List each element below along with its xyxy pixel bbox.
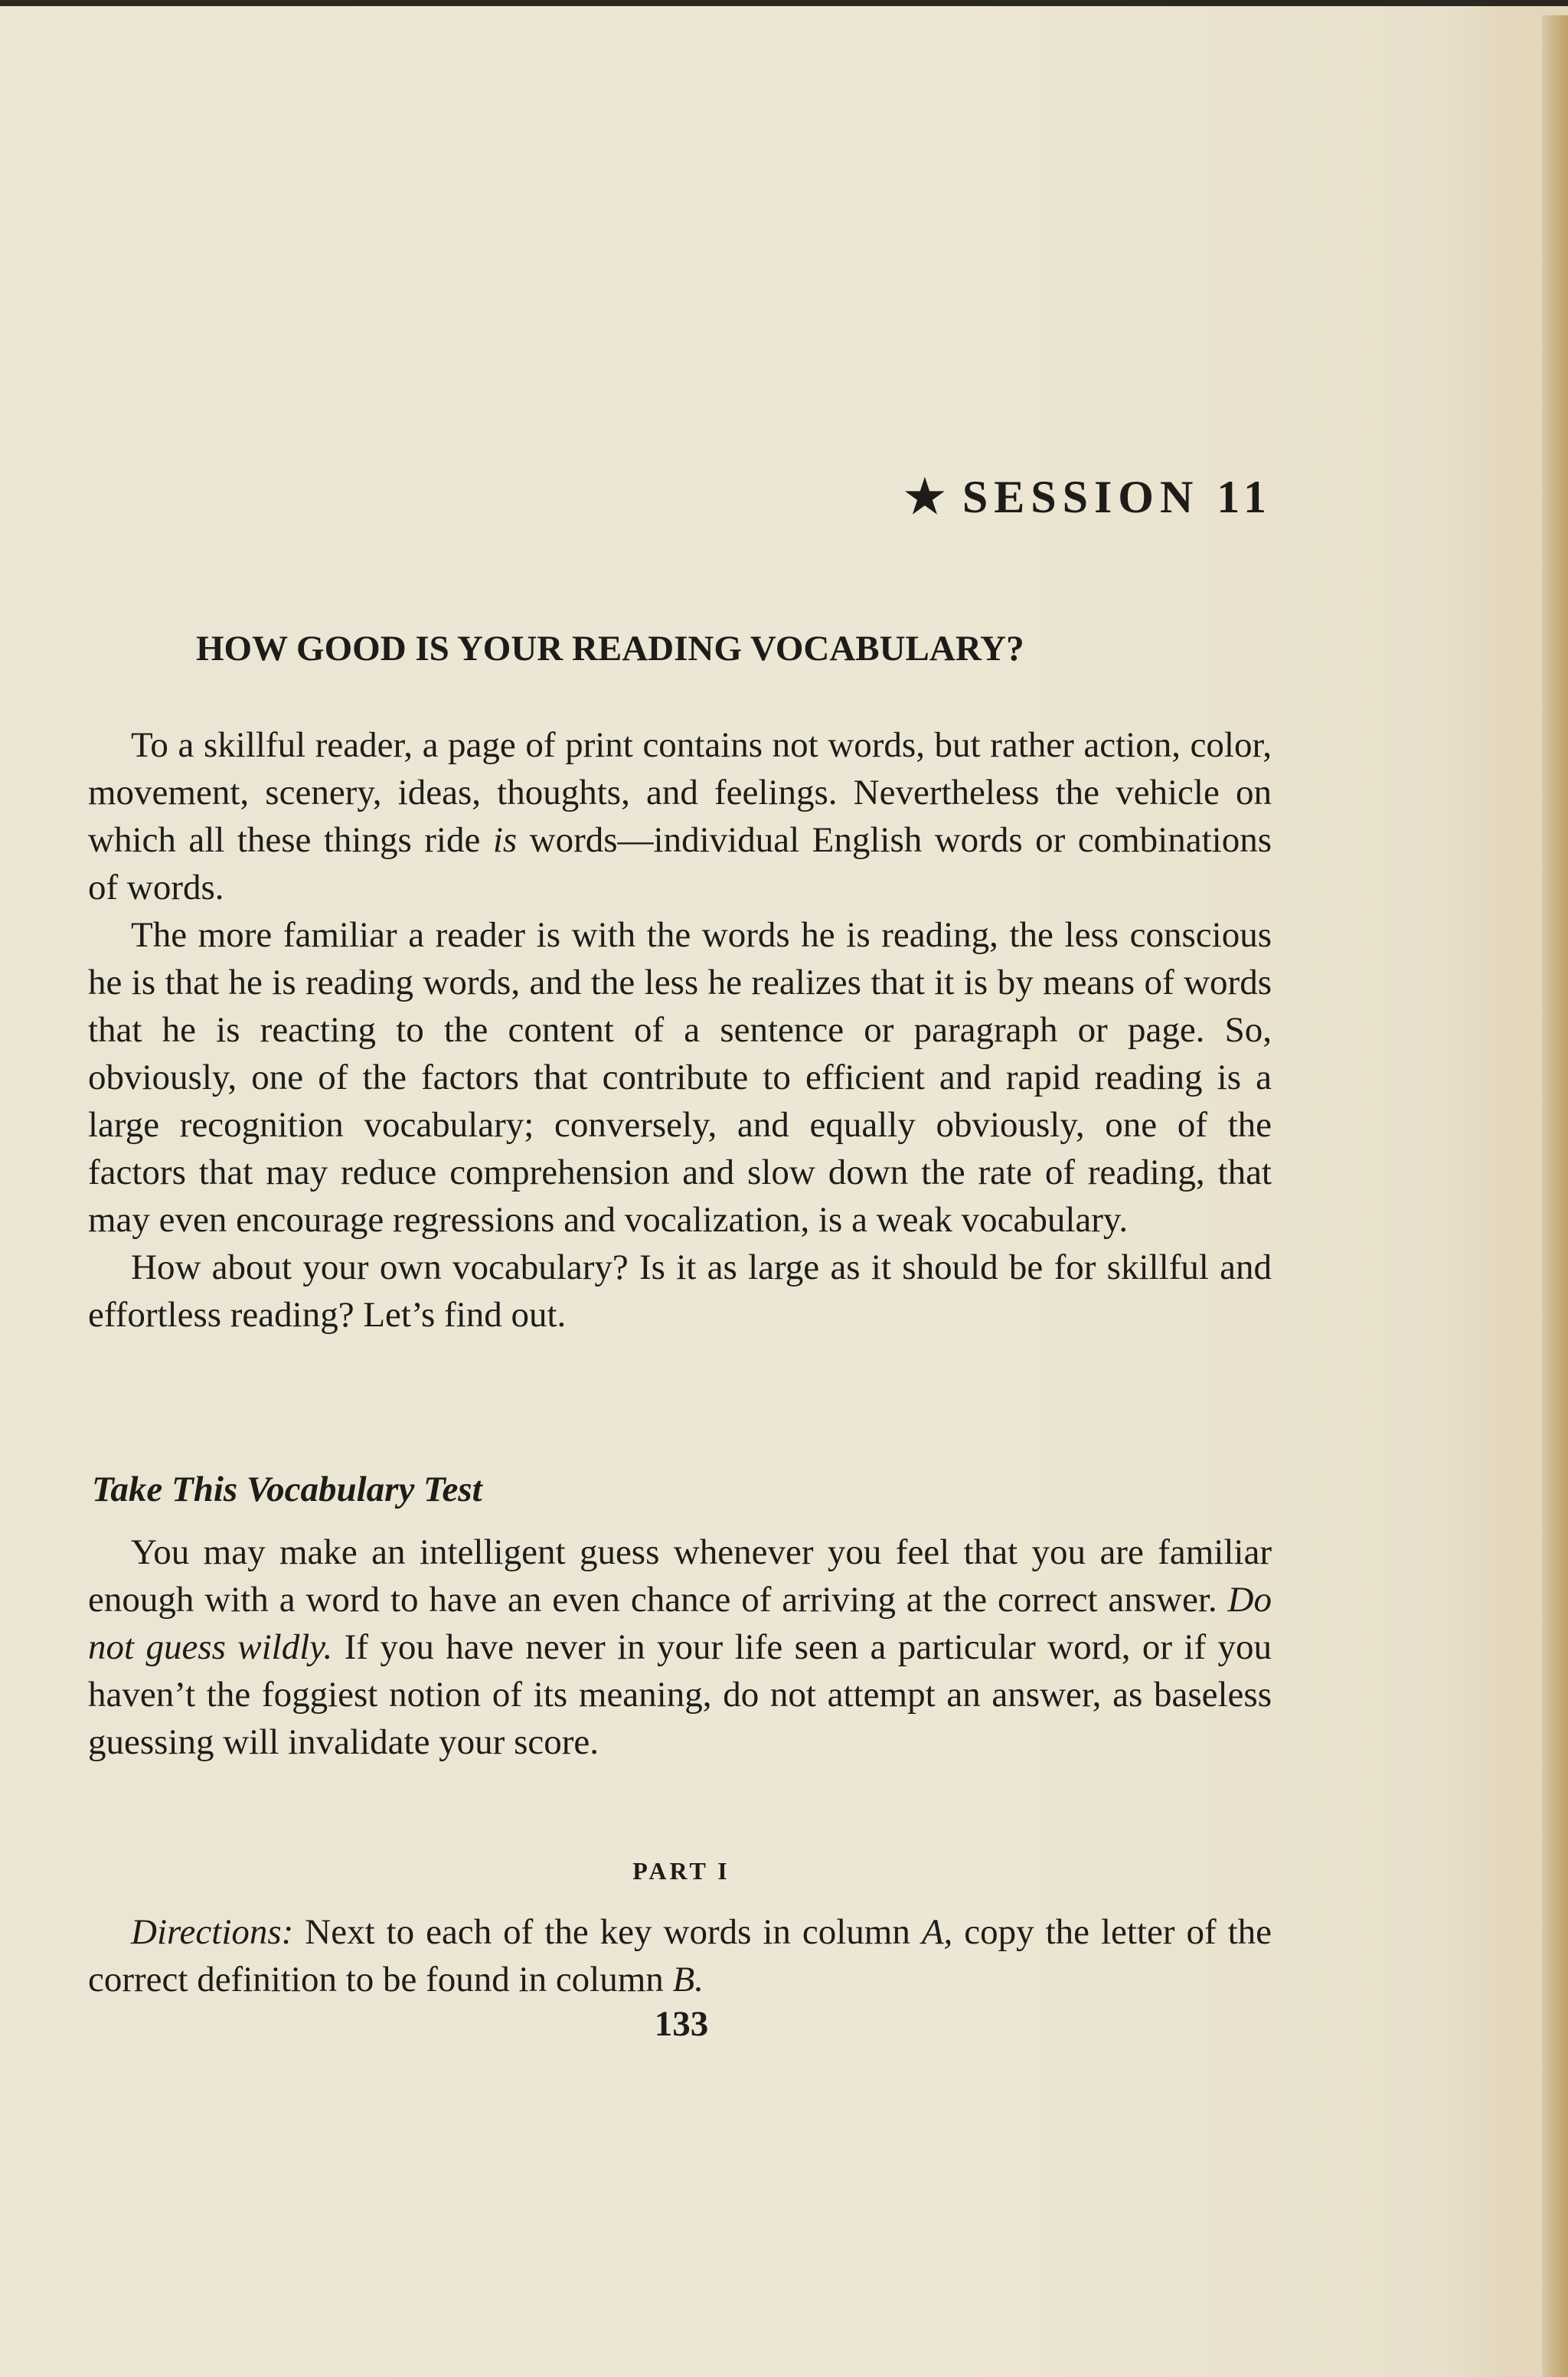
column-b-label: B. [672,1960,704,1999]
star-icon: ★ [904,472,952,522]
directions-paragraph [88,1908,1272,2003]
page-edge [1542,15,1568,2377]
test-text [88,1529,1272,1766]
test-emphasis: Do not guess wildly. [88,1580,1272,1667]
intro-p1-text-end: words—individual English words or combinations of words. [88,820,1272,907]
directions-text-b: copy the letter of the correct definition to be found in column [88,1912,1272,1999]
session-heading [904,470,1272,524]
intro-p1-text-start: To a skillful reader, a page of print contains not words, but rather action, color, movement, scenery, ideas, thoughts, and feelings. Nevertheless the vehicle on which all these things ride [88,725,1272,860]
page-number: 133 [654,2004,709,2044]
top-edge [0,0,1568,6]
part-label: PART I [632,1857,730,1885]
directions-text-a: Next to each of the key words in column [293,1912,922,1952]
test-paragraph [88,1529,1272,1766]
test-text-end: If you have never in your life seen a particular word, or if you haven’t the foggiest notion of its meaning, do not attempt an answer, as baseless guessing will invalidate your score. [88,1627,1272,1762]
intro-paragraph-2: The more familiar a reader is with the words he is reading, the less conscious he is that he is reading words, and the less he realizes that it is by means of words that he is reacting to the content of a sentence or paragraph or page. So, obviously, one of the factors that contribute to efficient and rapid reading is a large recognition vocabulary; conversely, and equally obviously, one of the factors that may reduce comprehension and slow down the rate of reading, that may even encourage regressions and vocalization, is a weak vocabulary. [88,915,1272,1240]
intro-paragraph-1 [88,721,1272,911]
intro-text [88,721,1272,1339]
column-a-label: A, [921,1912,953,1952]
test-subheading: Take This Vocabulary Test [92,1470,482,1509]
chapter-title: HOW GOOD IS YOUR READING VOCABULARY? [196,629,1024,669]
intro-paragraph-3: How about your own vocabulary? Is it as large as it should be for skillful and effortless reading? Let’s find out. [88,1247,1272,1335]
test-text-start: You may make an intelligent guess whenever you feel that you are familiar enough with a word to have an even chance of arriving at the correct answer. [88,1532,1272,1620]
session-label: SESSION 11 [962,472,1272,522]
directions-label: Directions: [131,1912,294,1952]
directions-text [88,1908,1272,2003]
intro-p1-emphasis: is [492,820,518,860]
